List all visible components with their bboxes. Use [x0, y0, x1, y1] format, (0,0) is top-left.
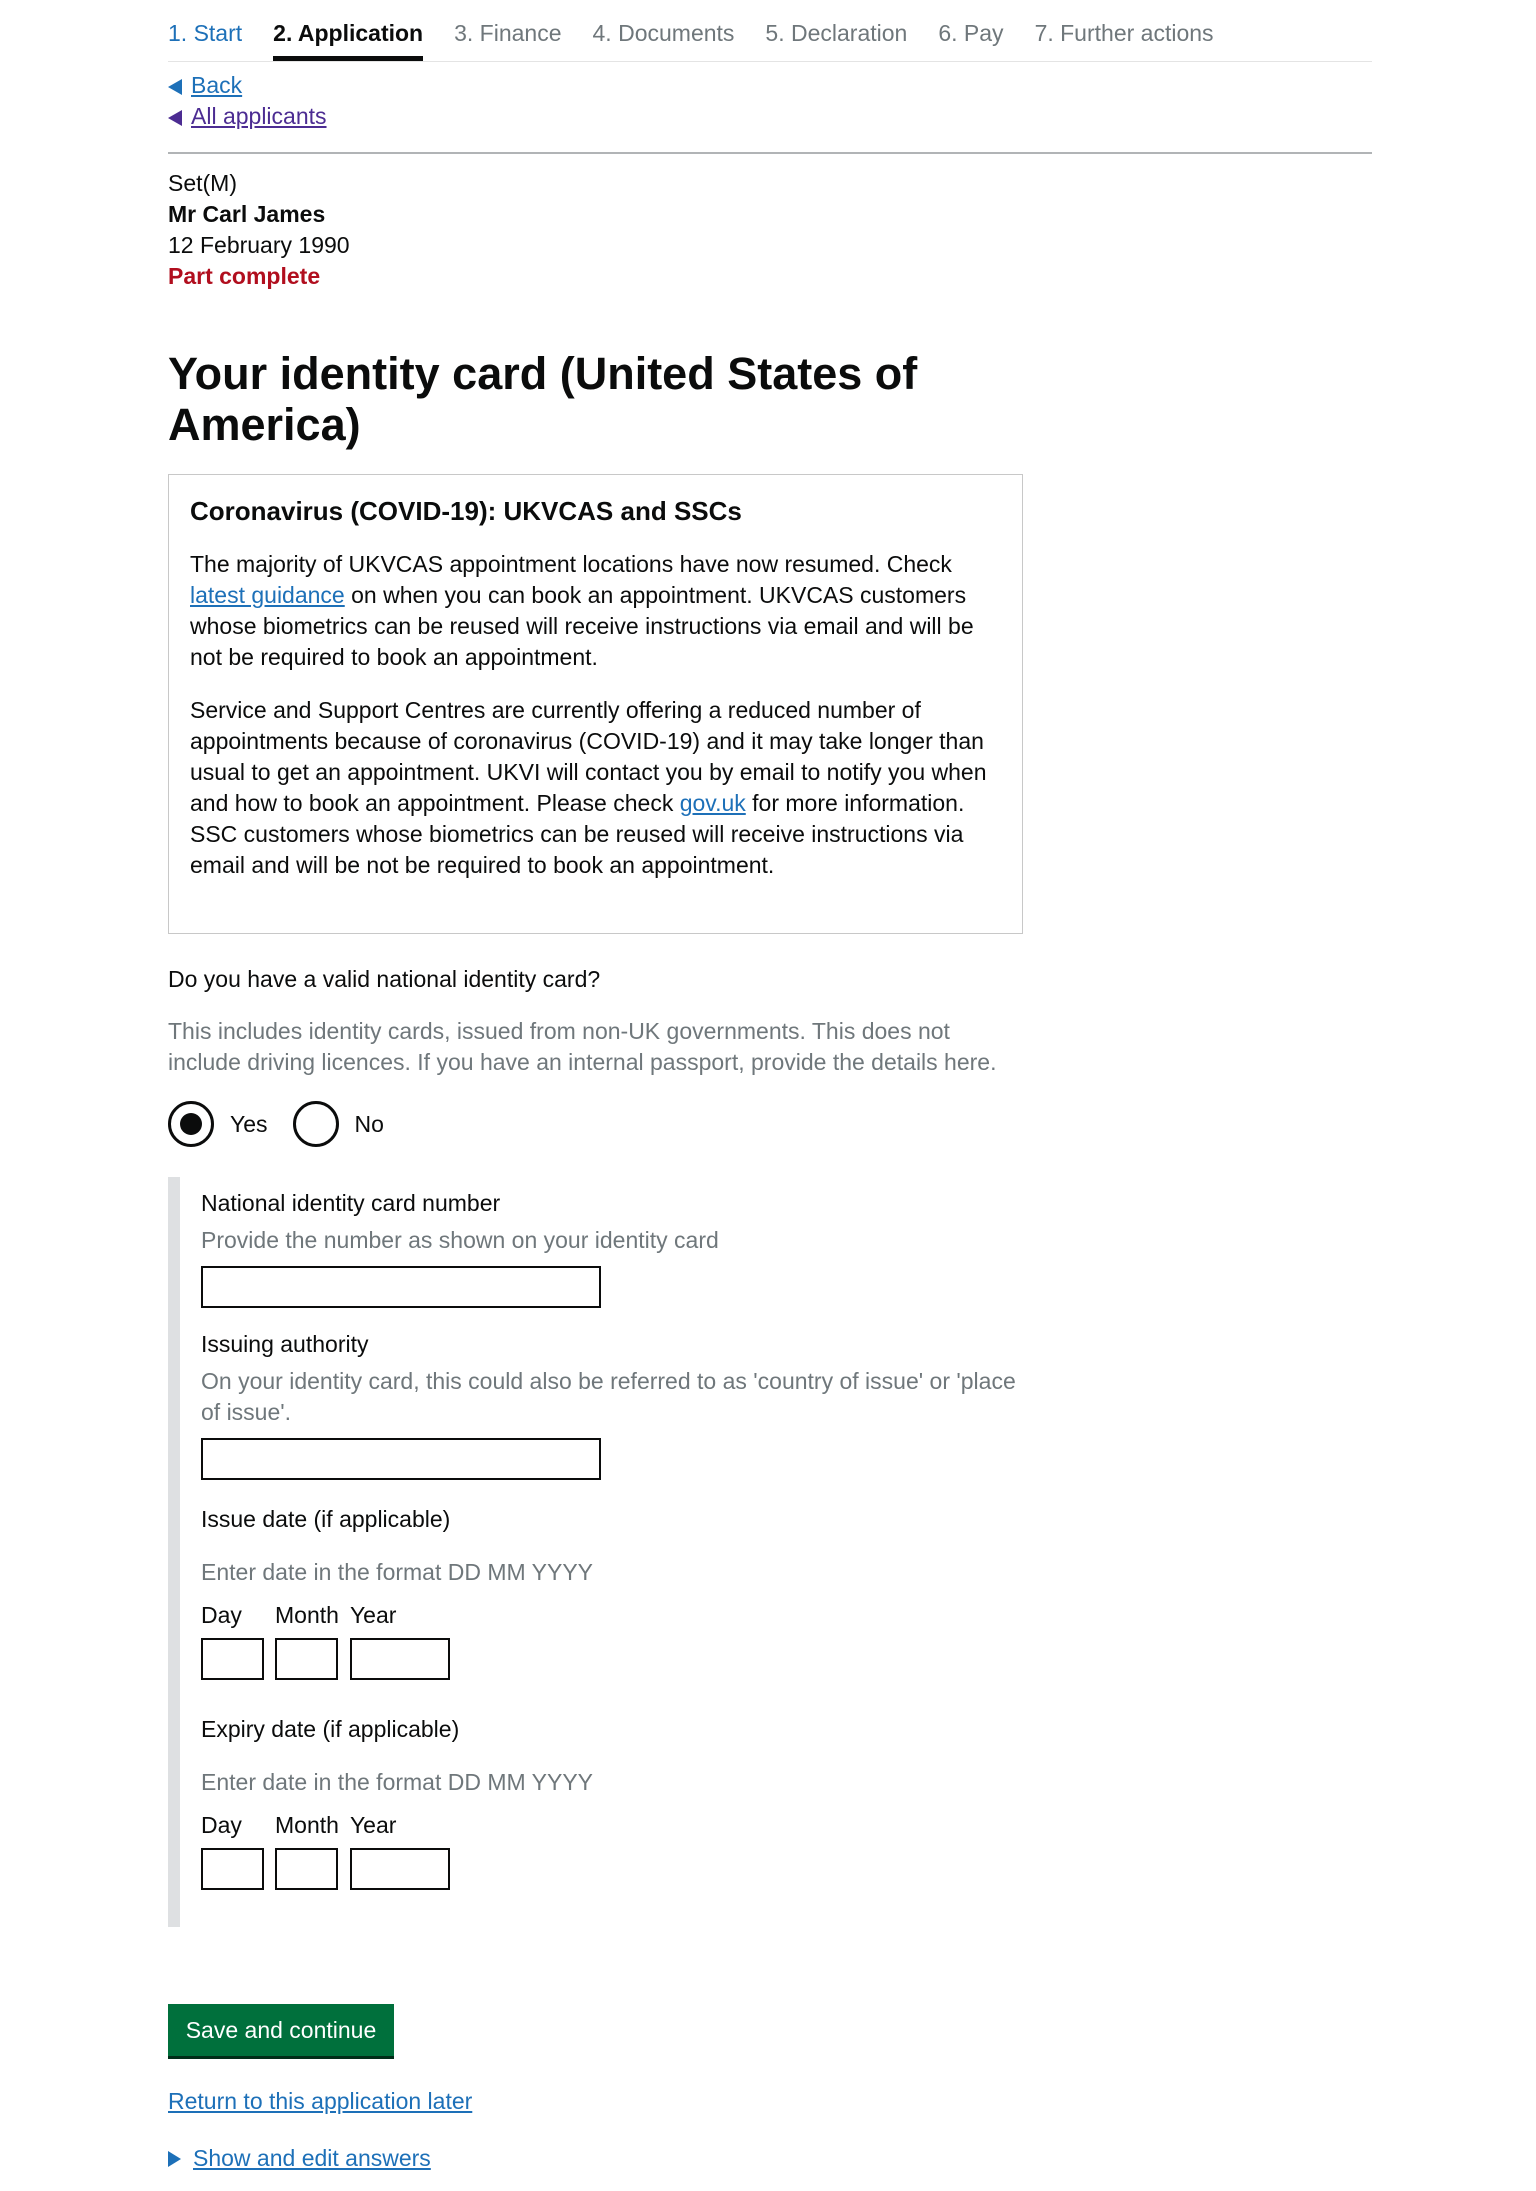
- notice-heading: Coronavirus (COVID-19): UKVCAS and SSCs: [190, 496, 742, 526]
- expiry-day-label: Day: [201, 1812, 242, 1838]
- step-declaration: 5. Declaration: [765, 20, 908, 46]
- step-documents: 4. Documents: [592, 20, 735, 46]
- expiry-date-fields: [201, 1810, 1031, 1890]
- identity-card-question-hint: This includes identity cards, issued from non-UK governments. This does not include driving licences. If you have an internal passport, provide the details here.: [168, 1018, 997, 1075]
- covid-notice: [168, 474, 1023, 934]
- issue-year-group: [350, 1600, 450, 1680]
- applicant-name: Mr Carl James: [168, 201, 326, 227]
- identity-card-details: [201, 1188, 1031, 1890]
- card-number-label: National identity card number: [201, 1190, 501, 1216]
- section-divider: [168, 152, 1372, 154]
- issue-day-input[interactable]: [201, 1638, 264, 1680]
- back-link-text[interactable]: Back: [191, 72, 243, 98]
- radio-no-icon[interactable]: [293, 1101, 339, 1147]
- expiry-day-group: [201, 1810, 264, 1890]
- back-links: [168, 70, 327, 132]
- radio-yes-label: Yes: [230, 1110, 268, 1137]
- issue-date-label: Issue date (if applicable): [201, 1506, 451, 1532]
- notice-paragraph-1: The majority of UKVCAS appointment locations have now resumed. Check latest guidance on when you can book an appointment. UKVCAS customers whose biometrics can be reused will receive instructions via email and will be not be required to book an appointment.: [190, 551, 974, 670]
- issue-date-fields: [201, 1600, 1031, 1680]
- issue-year-input[interactable]: [350, 1638, 450, 1680]
- save-and-continue-button[interactable]: Save and continue: [168, 2004, 394, 2056]
- latest-guidance-link[interactable]: latest guidance: [190, 582, 345, 608]
- all-applicants-link[interactable]: [168, 101, 327, 132]
- issuing-authority-label: Issuing authority: [201, 1331, 369, 1357]
- identity-card-radio-group: [168, 1101, 409, 1147]
- applicant-dob: 12 February 1990: [168, 232, 350, 258]
- issue-month-label: Month: [275, 1602, 339, 1628]
- applicant-summary: [168, 168, 350, 292]
- step-application[interactable]: 2. Application: [273, 18, 423, 61]
- expiry-date-hint: Enter date in the format DD MM YYYY: [201, 1769, 594, 1795]
- radio-yes[interactable]: [168, 1101, 268, 1147]
- return-later-link-container: [168, 2086, 472, 2117]
- issuing-authority-hint: On your identity card, this could also be referred to as 'country of issue' or 'place of issue'.: [201, 1368, 1016, 1425]
- issuing-authority-input[interactable]: [201, 1438, 601, 1480]
- expiry-year-group: [350, 1810, 450, 1890]
- all-applicants-link-text[interactable]: All applicants: [191, 103, 327, 129]
- application-status: Part complete: [168, 263, 321, 289]
- issue-month-group: [275, 1600, 339, 1680]
- card-number-input[interactable]: [201, 1266, 601, 1308]
- issue-day-label: Day: [201, 1602, 242, 1628]
- notice-paragraph-2: Service and Support Centres are currently offering a reduced number of appointments because of coronavirus (COVID-19) and it may take longer than usual to get an appointment. UKVI will contact you by email to notify you when and how to book an appointment. Please check gov.uk for more information. SSC customers whose biometrics can be reused will receive instructions via email and will be not be required to book an appointment.: [190, 697, 987, 878]
- radio-yes-selected-icon[interactable]: [168, 1101, 214, 1147]
- back-link[interactable]: [168, 70, 327, 101]
- radio-no[interactable]: [293, 1101, 384, 1147]
- expiry-year-label: Year: [349, 1812, 397, 1838]
- step-finance: 3. Finance: [454, 20, 562, 46]
- show-edit-answers-link[interactable]: Show and edit answers: [193, 2145, 431, 2171]
- expiry-year-input[interactable]: [350, 1848, 450, 1890]
- expiry-date-label: Expiry date (if applicable): [201, 1716, 460, 1742]
- expiry-month-label: Month: [275, 1812, 339, 1838]
- conditional-reveal-bar: [168, 1177, 180, 1927]
- identity-card-question: Do you have a valid national identity card?: [168, 966, 601, 992]
- applicant-set: Set(M): [168, 170, 237, 196]
- issue-month-input[interactable]: [275, 1638, 338, 1680]
- step-further-actions: 7. Further actions: [1034, 20, 1214, 46]
- back-arrow-icon: [168, 79, 182, 95]
- show-edit-answers-toggle[interactable]: [168, 2143, 431, 2174]
- back-arrow-icon: [168, 110, 182, 126]
- radio-no-label: No: [354, 1110, 384, 1137]
- issue-day-group: [201, 1600, 264, 1680]
- expiry-month-group: [275, 1810, 339, 1890]
- step-navigation: [168, 18, 1372, 62]
- gov-uk-link[interactable]: gov.uk: [679, 790, 746, 816]
- expiry-month-input[interactable]: [275, 1848, 338, 1890]
- card-number-hint: Provide the number as shown on your identity card: [201, 1227, 719, 1253]
- step-pay: 6. Pay: [938, 20, 1004, 46]
- issue-year-label: Year: [349, 1602, 397, 1628]
- expiry-day-input[interactable]: [201, 1848, 264, 1890]
- return-later-link[interactable]: Return to this application later: [168, 2088, 473, 2114]
- page-title: Your identity card (United States of America): [168, 348, 918, 450]
- step-start[interactable]: 1. Start: [168, 20, 243, 46]
- issue-date-hint: Enter date in the format DD MM YYYY: [201, 1559, 594, 1585]
- expand-triangle-icon: [168, 2151, 181, 2167]
